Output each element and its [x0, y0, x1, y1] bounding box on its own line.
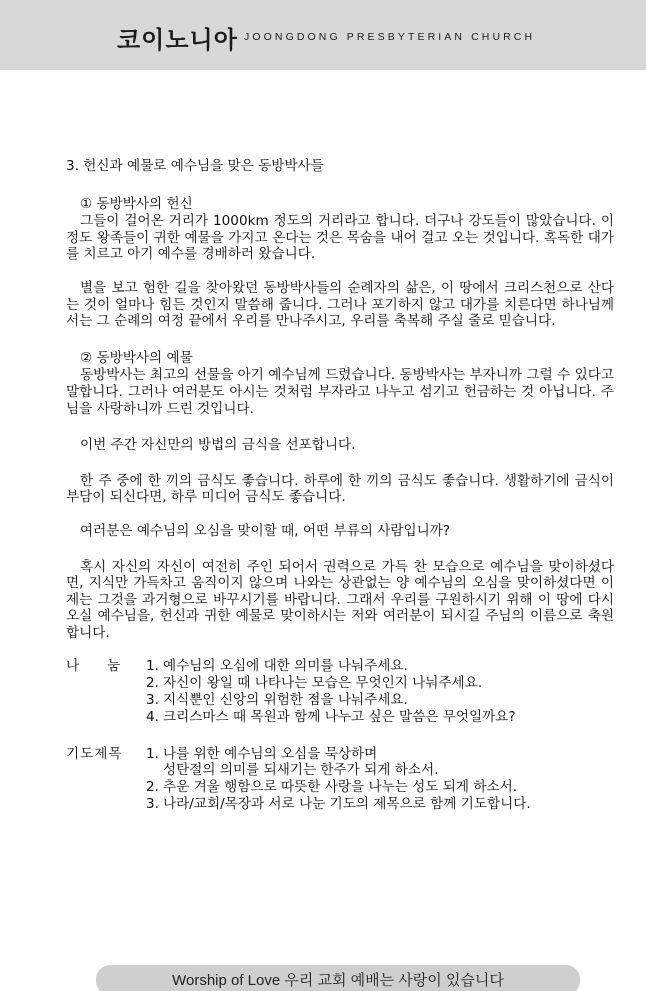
brand-title-english: JOONGDONG PRESBYTERIAN CHURCH: [244, 31, 536, 43]
prayer-item: 3. 나라/교회/목장과 서로 나눈 기도의 제목으로 함께 기도합니다.: [146, 796, 531, 813]
fasting-announcement: 이번 주간 자신만의 방법의 금식을 선포합니다.: [80, 437, 356, 454]
sharing-item: 3. 지식뿐인 신앙의 위험한 점을 나눠주세요.: [146, 692, 408, 709]
footer-slogan: Worship of Love 우리 교회 예배는 사랑이 있습니다: [172, 972, 504, 989]
sharing-label-char-1: 나: [66, 658, 80, 675]
sharing-item: 4. 크리스마스 때 목원과 함께 나누고 싶은 말씀은 무엇일까요?: [146, 708, 516, 725]
prayer-label: 기도제목: [66, 745, 123, 762]
prayer-list: [146, 746, 531, 813]
paragraph-devotion-1: 그들이 걸어온 거리가 1000km 정도의 거리라고 합니다. 더구나 강도들이 많았습니다. 이정도 왕족들이 귀한 예물을 가지고 온다는 것은 목숨을 내어 걸고 오는 것입니다. 혹독한 대가를 치르고 아기 예수를 경배하러 왔습니다.: [66, 213, 614, 263]
prayer-item-continuation: 성탄절의 의미를 되새기는 한주가 되게 하소서.: [163, 762, 439, 779]
brand-title-korean: 코이노니아: [117, 26, 238, 54]
main-content: [66, 158, 614, 813]
subheading-offering: ② 동방박사의 예물: [80, 349, 193, 366]
prayer-section: [66, 746, 614, 813]
paragraph-closing: 혹시 자신의 자신이 여전히 주인 되어서 권력으로 가득 찬 모습으로 예수님을 맞이하셨다면, 지식만 가득차고 움직이지 않으며 나와는 상관없는 양 예수님의 오심을 맞이하셨다면 이제는 그것을 과거형으로 바꾸시기를 바랍니다. 그래서 우리를 구원하시기 위해 이 땅에 다시 오실 예수님을, 헌신과 귀한 예물로 맞이하시는 저와 여러분이 되시길 주님의 이름으로 축원합니다.: [66, 558, 614, 641]
prayer-item: 1. 나를 위한 예수님의 오심을 묵상하며 성탄절의 의미를 되새기는 한주가 되게 하소서.: [146, 746, 531, 780]
sharing-label: [66, 658, 146, 725]
prayer-item: 2. 추운 겨울 행함으로 따뜻한 사랑을 나누는 성도 되게 하소서.: [146, 779, 518, 796]
reflection-question: 여러분은 예수님의 오심을 맞이할 때, 어떤 부류의 사람입니까?: [80, 522, 451, 539]
paragraph-devotion-2: 별을 보고 험한 길을 찾아왔던 동방박사들의 순례자의 삶은, 이 땅에서 크리스천으로 산다는 것이 얼마나 힘든 것인지 말씀해 줍니다. 그러나 포기하지 않고 대가를 치른다면 하나님께서는 그 순례의 여정 끝에서 우리를 만나주시고, 우리를 축복해 주실 줄로 믿습니다.: [66, 279, 614, 330]
section-title: 3. 헌신과 예물로 예수님을 맞은 동방박사들: [66, 158, 324, 174]
sharing-item: 2. 자신이 왕일 때 나타나는 모습은 무엇인지 나눠주세요.: [146, 675, 483, 692]
sharing-section: [66, 658, 614, 725]
subheading-devotion: ① 동방박사의 헌신: [80, 195, 193, 212]
prayer-item-text: 나를 위한 예수님의 오심을 묵상하며: [163, 745, 378, 762]
header-bar: [0, 0, 646, 70]
paragraph-offering: 동방박사는 최고의 선물을 아기 예수님께 드렸습니다. 동방박사는 부자니까 그럴 수 있다고 말합니다. 그러나 여러분도 아시는 것처럼 부자라고 나누고 섬기고 헌금하는 것 아닙니다. 주님을 사랑하니까 드린 것입니다.: [66, 367, 614, 417]
sharing-list: [146, 658, 516, 725]
paragraph-fasting: 한 주 중에 한 끼의 금식도 좋습니다. 하루에 한 끼의 금식도 좋습니다. 생활하기에 금식이 부담이 되신다면, 하루 미디어 금식도 좋습니다.: [66, 472, 614, 506]
footer-banner: [96, 965, 580, 991]
sharing-item: 1. 예수님의 오심에 대한 의미를 나눠주세요.: [146, 658, 408, 675]
sharing-label-char-2: 눔: [107, 658, 121, 675]
